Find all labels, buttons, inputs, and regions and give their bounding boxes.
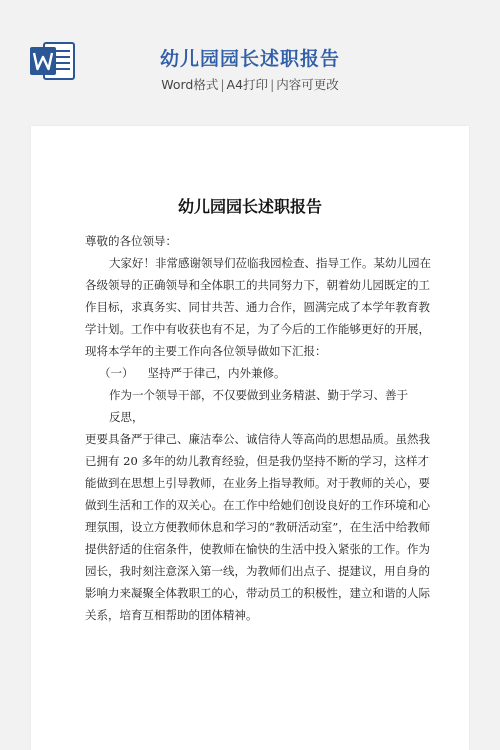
document-page bbox=[31, 126, 469, 750]
section-number: （一） bbox=[99, 366, 134, 380]
document-info bbox=[0, 75, 500, 93]
section-title: 坚持严于律己，内外兼修。 bbox=[147, 366, 286, 380]
intro-paragraph: 大家好！非常感谢领导们莅临我园检查、指导工作。某幼儿园在各级领导的正确领导和全体职工的共同努力下，朝着幼儿园既定的工作目标，求真务实、同甘共苦、通力合作，圆满完成了本学年教育教学计划。工作中有收获也有不足，为了今后的工作能够更好的开展，现将本学年的主要工作向各位领导做如下汇报： bbox=[85, 256, 431, 358]
format-label: Word格式 bbox=[161, 77, 219, 92]
paragraph-line: 作为一个领导干部，不仅要做到业务精湛、勤于学习、善于 bbox=[109, 388, 408, 402]
separator: | bbox=[270, 77, 275, 92]
paragraph-line: 反思， bbox=[109, 410, 144, 424]
document-title: 幼儿园园长述职报告 bbox=[177, 197, 322, 216]
body-paragraph: 更要具备严于律己、廉洁奉公、诚信待人等高尚的思想品质。虽然我已拥有 20 多年的幼儿教育经验，但是我仍坚持不断的学习，这样才能做到在思想上引导教师，在业务上指导教师。对于教师的关心，要做到生活和工作的双关心。在工作中给她们创设良好的工作环境和心理氛围，设立方便教师休息和学习的“教研活动室”，在生活中给教师提供舒适的住宿条件，使教师在愉快的生活中投入紧张的工作。作为园长，我时刻注意深入第一线，为教师们出点子、提建议，用自身的影响力来凝聚全体教职工的心，带动员工的积极性，建立和谐的人际关系，培育互相帮助的团体精神。 bbox=[85, 432, 431, 622]
page-title: 幼儿园园长述职报告 bbox=[159, 48, 340, 70]
editable-label: 内容可更改 bbox=[276, 77, 339, 92]
print-label: A4打印 bbox=[226, 77, 269, 92]
greeting: 尊敬的各位领导： bbox=[85, 234, 177, 248]
section-heading bbox=[85, 362, 437, 384]
header-banner bbox=[0, 0, 500, 125]
document-body bbox=[85, 230, 437, 626]
separator: | bbox=[220, 77, 225, 92]
